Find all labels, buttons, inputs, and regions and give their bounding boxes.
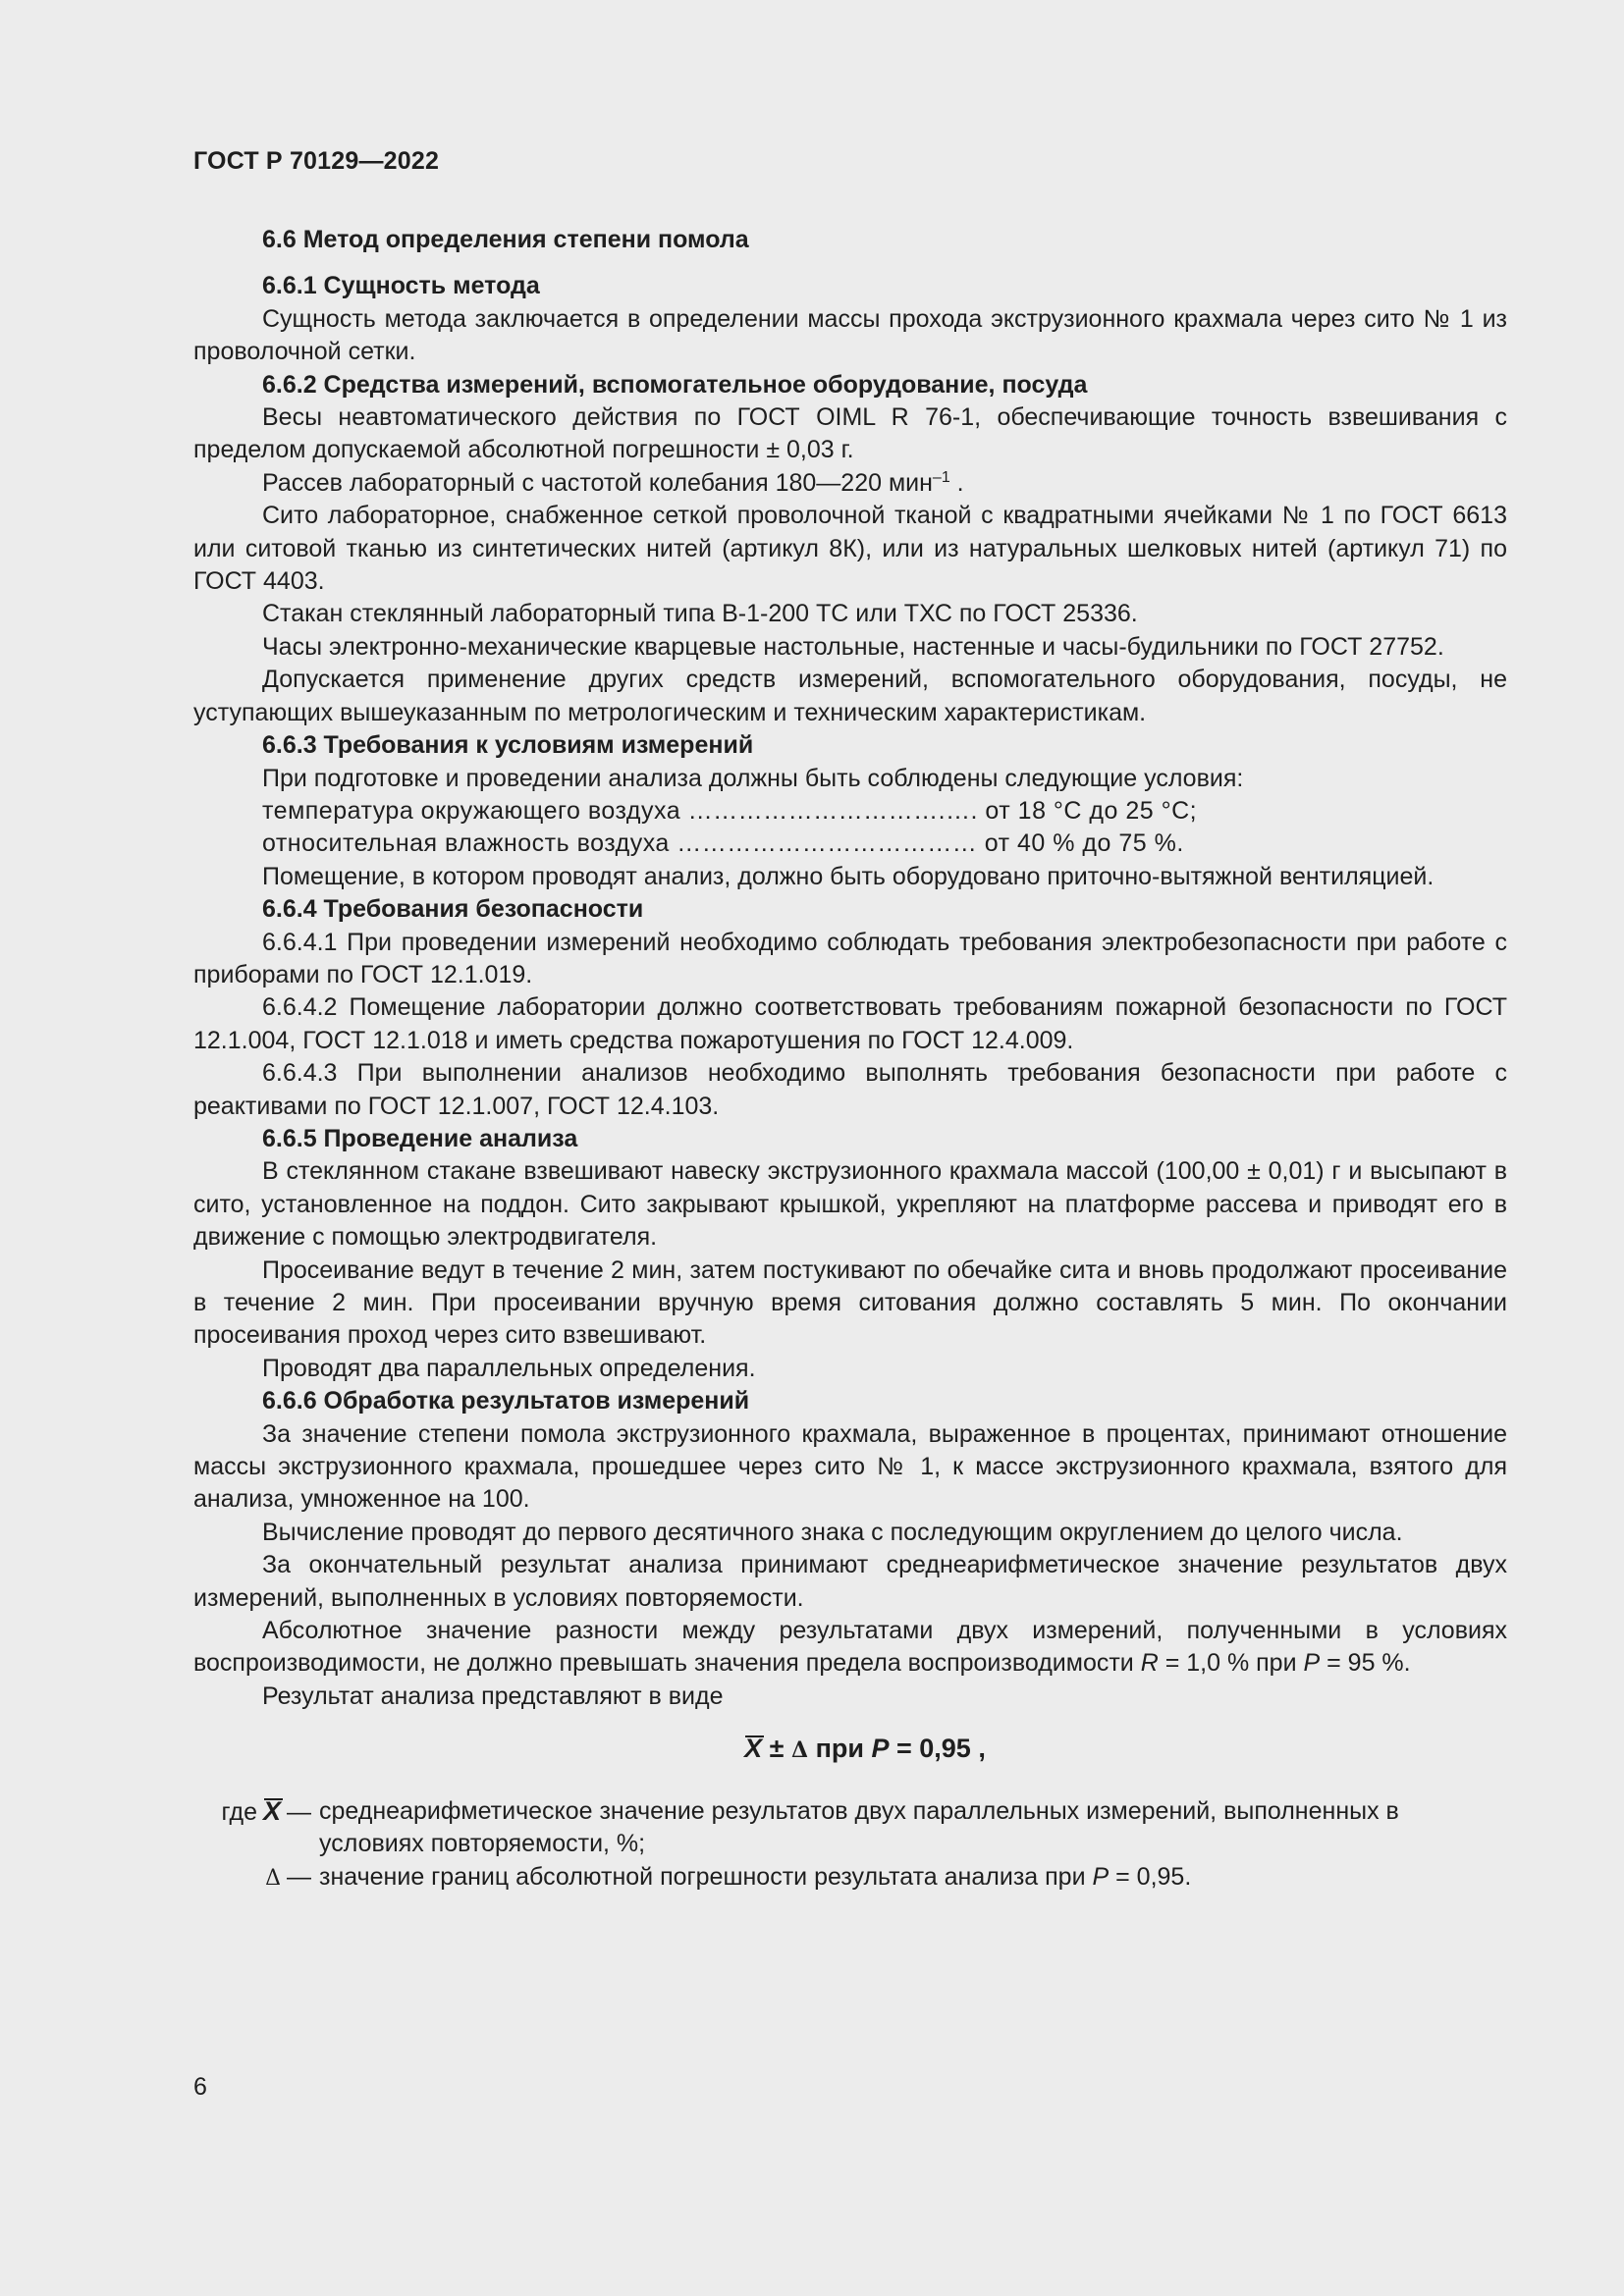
subsection-6-6-5-title: 6.6.5 Проведение анализа [262,1124,578,1152]
paragraph: 6.6.4.1 При проведении измерений необходимо соблюдать требования электробезопасности при работе с приборами по ГОСТ 12.1.019. [193,928,1507,988]
paragraph: За окончательный результат анализа принимают среднеарифметическое значение результатов двух измерений, выполненных в условиях повторяемости. [193,1551,1507,1612]
paragraph: При подготовке и проведении анализа должны быть соблюдены следующие условия: [262,764,1244,792]
paragraph: Весы неавтоматического действия по ГОСТ OIML R 76-1, обеспечивающие точность взвешивания с пределом допускаемой абсолютной погрешности ± 0,03 г. [193,403,1507,464]
paragraph-text: = 95 %. [1320,1649,1411,1678]
legend-dash: — [287,1797,311,1826]
variable-p: P [871,1734,890,1764]
result-formula [193,1733,1507,1767]
subsection-6-6-4-title: 6.6.4 Требования безопасности [262,895,644,924]
paragraph: Сито лабораторное, снабженное сеткой проволочной тканой с квадратными ячейками № 1 по ГОСТ 6613 или ситовой тканью из синтетических нитей (артикул 8К), или из натуральных шелковых нитей (артикул 71) по ГОСТ 4403. [193,502,1507,596]
paragraph-text: = 1,0 % при [1158,1649,1304,1678]
paragraph-text: . [949,468,964,497]
document-body [193,224,1507,1895]
subsection-6-6-3-title: 6.6.3 Требования к условиям измерений [262,731,754,760]
legend-row-x [193,1795,1507,1861]
legend-description: среднеарифметическое значение результатов двух параллельных измерений, выполненных в условиях повторяемости, %; [319,1796,1399,1858]
legend-dash: — [287,1862,311,1891]
paragraph: Проводят два параллельных определения. [262,1354,756,1382]
condition-temperature: температура окружающего воздуха ………………………….…. от 18 °С до 25 °С; [262,796,1198,825]
paragraph: За значение степени помола экструзионного крахмала, выраженное в процентах, принимают отношение массы экструзионного крахмала, прошедшее через сито № 1, к массе экструзионного крахмала, взятого для анализа, умноженное на 100. [193,1419,1507,1514]
legend-text: = 0,95. [1109,1862,1192,1891]
paragraph: Помещение, в котором проводят анализ, должно быть оборудовано приточно-вытяжной вентиляцией. [262,862,1435,890]
superscript: –1 [932,468,950,486]
legend-key [193,1861,311,1895]
paragraph [193,467,1507,500]
paragraph: Часы электронно-механические кварцевые настольные, настенные и часы-будильники по ГОСТ 27752. [262,632,1444,661]
paragraph: 6.6.4.3 При выполнении анализов необходимо выполнять требования безопасности при работе с реактивами по ГОСТ 12.1.007, ГОСТ 12.4.103. [193,1059,1507,1120]
paragraph [193,1615,1507,1681]
subsection-6-6-6-title: 6.6.6 Обработка результатов измерений [262,1387,750,1415]
legend-text: значение границ абсолютной погрешности результата анализа при [319,1862,1093,1891]
paragraph: Результат анализа представляют в виде [262,1682,724,1710]
subsection-6-6-1-title: 6.6.1 Сущность метода [262,272,540,300]
delta-symbol: Δ [791,1737,809,1764]
plus-minus: ± [762,1734,791,1764]
paragraph: В стеклянном стакане взвешивают навеску экструзионного крахмала массой (100,00 ± 0,01) г и высыпают в сито, установленное на поддон. Сито закрывают крышкой, укрепляют на платформе рассева и приводят его в движение с помощью электродвигателя. [193,1157,1507,1252]
paragraph: 6.6.4.2 Помещение лаборатории должно соответствовать требованиям пожарной безопасности по ГОСТ 12.1.004, ГОСТ 12.1.018 и иметь средства пожаротушения по ГОСТ 12.4.009. [193,993,1507,1054]
legend-where: где [221,1797,257,1826]
paragraph: Просеивание ведут в течение 2 мин, затем постукивают по обечайке сита и вновь продолжают просеивание в течение 2 мин. При просеивании вручную время ситования должно составлять 5 мин. По окончании просеивания проход через сито взвешивают. [193,1255,1507,1350]
variable-p: P [1092,1862,1110,1891]
paragraph: Сущность метода заключается в определении массы прохода экструзионного крахмала через сито № 1 из проволочной сетки. [193,304,1507,366]
formula-text: при [808,1734,872,1764]
paragraph: Стакан стеклянный лабораторный типа В-1-200 ТС или ТХС по ГОСТ 25336. [262,600,1138,628]
paragraph: Допускается применение других средств измерений, вспомогательного оборудования, посуды, не уступающих вышеуказанным по метрологическим и техническим характеристикам. [193,666,1507,726]
legend-description [311,1861,1507,1894]
paragraph-text: Абсолютное значение разности между результатами двух измерений, полученными в условиях воспроизводимости, не должно превышать значения предела воспроизводимости [193,1617,1507,1678]
variable-r: R [1140,1649,1159,1678]
delta-symbol: Δ [265,1865,281,1891]
legend-row-delta [193,1861,1507,1895]
x-bar-symbol: X [263,1795,281,1828]
page-number: 6 [193,2073,207,2101]
legend-key [193,1795,311,1829]
paragraph-text: Рассев лабораторный с частотой колебания 180—220 мин [262,468,933,497]
subsection-6-6-2-title: 6.6.2 Средства измерений, вспомогательное оборудование, посуда [262,370,1088,399]
document-code-header: ГОСТ Р 70129—2022 [193,147,440,175]
x-bar-symbol: X [744,1733,762,1765]
condition-humidity: относительная влажность воздуха ……………………………… от 40 % до 75 %. [262,829,1184,858]
variable-p: P [1303,1649,1321,1678]
formula-value: = 0,95 , [889,1734,986,1764]
paragraph: Вычисление проводят до первого десятичного знака с последующим округлением до целого числа. [262,1518,1403,1546]
section-title: 6.6 Метод определения степени помола [262,226,749,253]
